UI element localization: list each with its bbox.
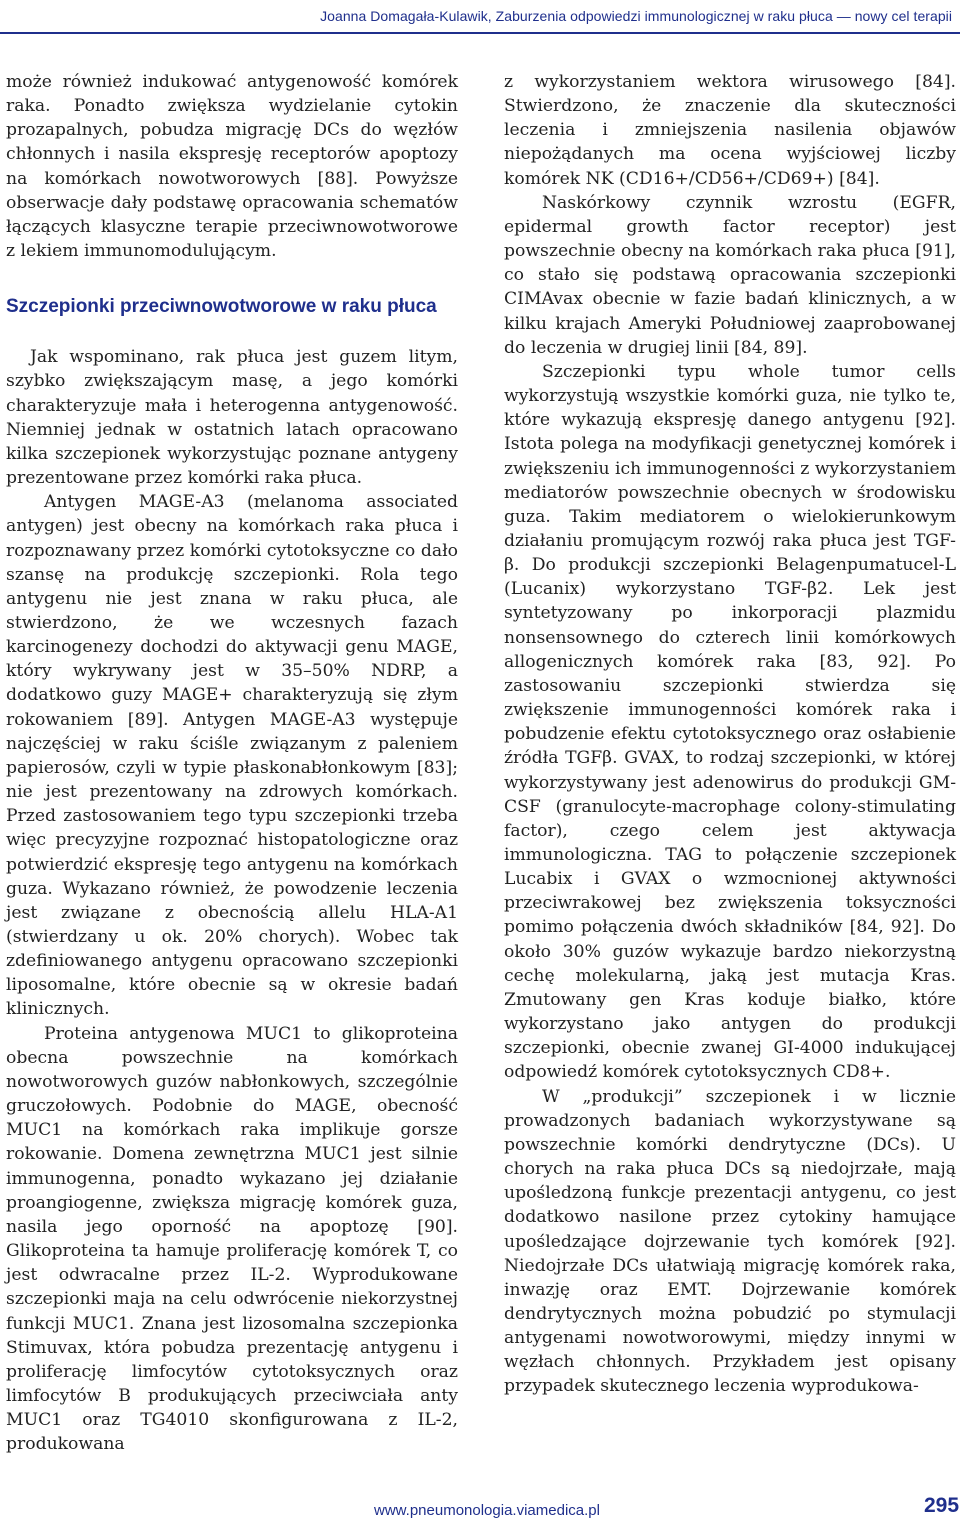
paragraph: może również indukować antygenowość komórek raka. Ponadto zwiększa wydzielanie cytokin prozapalnych, pobudza migrację DCs do węzłów chłonnych i nasila ekspresję receptorów apoptozy na komórkach nowotworowych [88]. Powyższe obserwacje dały podstawę opracowania schematów łączących klasyczne terapie przeciwnowotworowe z lekiem immunomodulującym. <box>6 72 458 262</box>
page-number: 295 <box>924 1494 960 1517</box>
paragraph: z wykorzystaniem wektora wirusowego [84]. Stwierdzono, że znaczenie dla skuteczności leczenia i zmniejszenia nasilenia objawów niepożądanych ma ocena wyjściowej liczby komórek NK (CD16+/CD56+/CD69+) [84]. <box>504 72 956 189</box>
paragraph: Proteina antygenowa MUC1 to glikoproteina obecna powszechnie na komórkach nowotworowych guzów nabłonkowych, szczególnie gruczołowych. Podobnie do MAGE, obecność MUC1 na komórkach raka implikuje gorsze rokowanie. Domena zewnętrzna MUC1 jest silnie immunogenna, ponadto wykazano jej działanie proangiogenne, zwiększa migrację komórek guza, nasila jego oporność na apoptozę [90]. Glikoproteina ta hamuje proliferację komórek T, co jest odwracalne przez IL-2. Wyprodukowane szczepionki maja na celu odwrócenie niekorzystnej funkcji MUC1. Znana jest lizosomalna szczepionka Stimuvax, która pobudza prezentację antygenu i proliferację limfocytów cytotoksycznych oraz limfocytów B produkujących przeciwciała anty MUC1 oraz TG4010 skonfigurowana z IL-2, produkowana <box>6 1023 458 1455</box>
left-column <box>6 70 458 1456</box>
journal-url-link[interactable]: www.pneumonologia.viamedica.pl <box>374 1502 600 1519</box>
running-header: Joanna Domagała-Kulawik, Zaburzenia odpowiedzi immunologicznej w raku płuca — nowy cel terapii <box>320 8 952 24</box>
right-column <box>504 70 956 1399</box>
paragraph: Szczepionki typu whole tumor cells wykorzystują wszystkie komórki guza, nie tylko te, które wykazują ekspresję danego antygenu [92]. Istota polega na modyfikacji genetycznej komórek i zwiększeniu ich immunogenności z wykorzystaniem mediatorów powszechnie obecnych w środowisku guza. Takim mediatorem o wielokierunkowym działaniu promującym rozwój raka płuca jest TGF-β. Do produkcji szczepionki Belagenpumatucel-L (Lucanix) wykorzystano TGF-β2. Lek jest syntetyzowany po inkorporacji plazmidu nonsensownego do czterech linii komórkowych allogenicznych komórek raka [83, 92]. Po zastosowaniu szczepionki stwierdza się zwiększenie immunogenności komórek raka i pobudzenie efektu cytotoksycznego oraz osłabienie źródła TGFβ. GVAX, to rodzaj szczepionki, w której wykorzystywany jest adenowirus do produkcji GM-CSF (granulocyte-macrophage colony-stimulating factor), czego celem jest aktywacja immunologiczna. TAG to połączenie szczepionek Lucabix i GVAX o wzmocnionej aktywności przeciwrakowej bez zwiększenia toksyczności pomimo połączenia dwóch składników [84, 92]. Do około 30% guzów wykazuje bardzo niekorzystną cechę molekularną, jaką jest mutacja Kras. Zmutowany gen Kras koduje białko, które wykorzystano jako antygen do produkcji szczepionki, obecnie zwanej GI-4000 indukującej odpowiedź komórek cytotoksycznych CD8+. <box>504 361 956 1083</box>
paragraph: Naskórkowy czynnik wzrostu (EGFR, epidermal growth factor receptor) jest powszechnie obecny na komórkach raka płuca [91], co stało się podstawą opracowania szczepionki CIMAvax obecnie w fazie badań klinicznych, a w kilku krajach Ameryki Południowej zaaprobowanej do leczenia w drugiej linii [84, 89]. <box>504 192 956 358</box>
paragraph: W „produkcji” szczepionek i w licznie prowadzonych badaniach wykorzystywane są powszechnie komórki dendrytyczne (DCs). U chorych na raka płuca DCs są niedojrzałe, mają upośledzoną funkcje prezentacji antygenu, co jest dodatkowo nasilone przez cytokiny hamujące upośledzające dojrzewanie tych komórek [92]. Niedojrzałe DCs ułatwiają migrację komórek raka, inwazję oraz EMT. Dojrzewanie komórek dendrytycznych można pobudzić po stymulacji antygenami nowotworowymi, między innymi w węzłach chłonnych. Przykładem jest opisany przypadek skutecznego leczenia wyprodukowa- <box>504 1086 956 1397</box>
section-heading: Szczepionki przeciwnowotworowe w raku płuca <box>6 296 437 318</box>
paragraph: Jak wspominano, rak płuca jest guzem litym, szybko zwiększającym masę, a jego komórki charakteryzuje mała i heterogenna antygenowość. Niemniej jednak w ostatnich latach opracowano kilka szczepionek wykorzystując poznane antygeny prezentowane przez komórki raka płuca. <box>6 347 458 489</box>
header-rule <box>0 32 960 34</box>
paragraph: Antygen MAGE-A3 (melanoma associated antygen) jest obecny na komórkach raka płuca i rozpoznawany przez komórki cytotoksyczne co dało szansę na produkcję szczepionki. Rola tego antygenu nie jest znana w raku płuca, ale stwierdzono, że we wczesnych fazach karcinogenezy dochodzi do aktywacji genu MAGE, który wykrywany jest w 35–50% NDRP, a dodatkowo guzy MAGE+ charakteryzują się złym rokowaniem [89]. Antygen MAGE-A3 występuje najczęściej w raku ściśle związanym z paleniem papierosów, czyli w typie płaskonabłonkowym [83]; nie jest prezentowany na zdrowych komórkach. Przed zastosowaniem tego typu szczepionki trzeba więc precyzyjne rozpoznać histopatologiczne oraz potwierdzić ekspresję tego antygenu na komórkach guza. Wykazano również, że powodzenie leczenia jest związane z obecnością allelu HLA-A1 (stwierdzany u ok. 20% chorych). Wobec tak zdefiniowanego antygenu opracowano szczepionki liposomalne, które obecnie są w okresie badań klinicznych. <box>6 492 458 1020</box>
